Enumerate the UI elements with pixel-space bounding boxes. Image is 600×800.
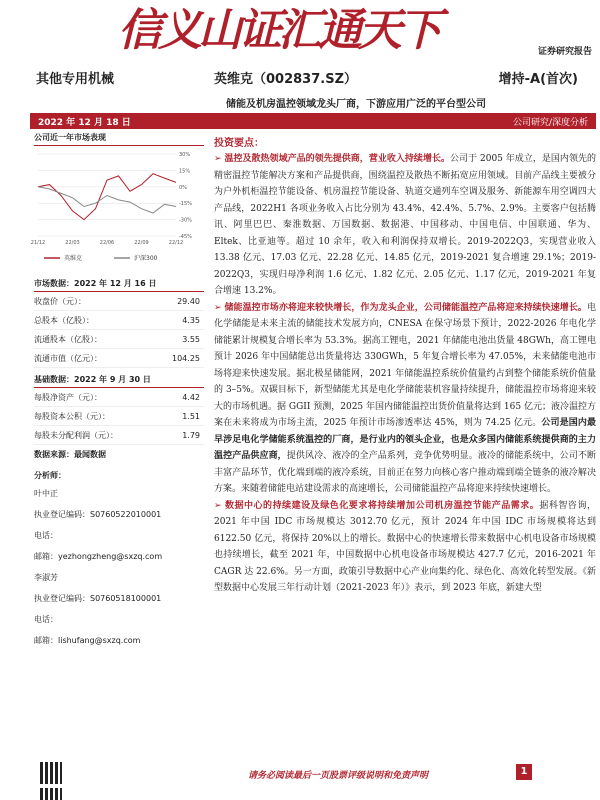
qr-code-icon [40, 788, 62, 800]
performance-title: 公司近一年市场表现 [34, 130, 204, 146]
header-banner [0, 0, 600, 57]
y-tick-label: 0% [179, 184, 187, 191]
sidebar [30, 130, 204, 651]
report-type: 证券研究报告 [537, 47, 592, 57]
stock-name: 英维克（002837.SZ） [214, 72, 358, 87]
data-key: 收盘价（元）： [34, 296, 86, 306]
y-tick-label: 15% [179, 168, 191, 175]
data-row [34, 311, 204, 330]
analyst-name: 叶中正 [34, 489, 58, 498]
y-tick-label: -30% [179, 217, 192, 224]
basic-data-title: 基础数据：2022 年 9 月 30 日 [34, 372, 204, 388]
performance-chart-svg [30, 148, 200, 270]
qr-code-icon [40, 762, 62, 784]
x-tick-label: 22/09 [134, 240, 149, 246]
paragraph-2-highlight: 储能温控市场亦将迎来较快增长，作为龙头企业，公司储能温控产品将迎来持续快速增长。 [224, 302, 587, 313]
data-row [34, 349, 204, 368]
data-value: 1.51 [182, 411, 200, 421]
report-date: 2022 年 12 月 18 日 [38, 118, 131, 128]
data-row [34, 330, 204, 349]
paragraph-1 [214, 151, 596, 300]
x-tick-label: 22/03 [65, 240, 80, 246]
data-key: 流通股本（亿股）： [34, 334, 102, 344]
analyst-tel: 电话： [34, 615, 58, 624]
analyst-name: 李淑芳 [34, 573, 58, 582]
disclaimer-notice: 请务必阅读最后一页股票评级说明和免责声明 [248, 771, 429, 781]
series-line-index [38, 187, 176, 213]
paragraph-1-body: 公司于 2005 年成立，是国内领先的精密温控节能解决方案和产品提供商，围绕温控及散热不断拓宽应用领域。目前产品线主要被分为户外机柜温控节能设备、机房温控节能设备、轨道交通列车空调及服务、新能源车用空调四大产品线，2022H1 各项业务收入占比分别为 43.4%、42.4%、5.7%、2.9%。主要客户包括腾讯、阿里巴巴、秦淮数据、万国数据、数据港、中国移动、中国电信、中国联通、华为、Eltek、比亚迪等。超过 10 余年，收入和利润保持双增长。2019-2022Q3，实现营业收入 13.38 亿元、17.03 亿元、22.28 亿元、14.85 亿元，2019-2021 复合增速 29.1%；2019-2022Q3，实现归母净利润 1.6 亿元、1.82 亿元、2.05 亿元、1.17 亿元，2019-2021 年复合增速 13.2%。 [214, 154, 596, 296]
analyst-tel: 电话： [34, 531, 58, 540]
analyst-email[interactable]: 邮箱：lishufang@sxzq.com [34, 636, 141, 645]
data-value: 4.35 [182, 315, 200, 325]
data-value: 1.79 [182, 430, 200, 440]
series-line-company [38, 174, 176, 220]
data-row [34, 407, 204, 426]
legend-label: 英维克 [64, 255, 83, 262]
data-source: 数据来源：最闻数据 [34, 450, 106, 459]
performance-chart [30, 148, 200, 270]
data-key: 总股本（亿股）： [34, 315, 94, 325]
date-bar [30, 113, 596, 129]
y-tick-label: -15% [179, 201, 192, 208]
analyst-email[interactable]: 邮箱：yezhongzheng@sxzq.com [34, 552, 163, 561]
bullet-arrow-icon: ➢ [214, 154, 225, 164]
data-value: 4.42 [182, 392, 200, 402]
title-row [0, 66, 600, 90]
footer [0, 754, 600, 800]
data-row [34, 292, 204, 311]
legend-label: 沪深300 [134, 255, 158, 262]
report-kind: 公司研究/深度分析 [512, 118, 588, 128]
paragraph-2-bold: 公司是国内最早涉足电化学储能系统温控的厂商，是行业内的领头企业，也是众多国内储能系统提供商的主力温控产品供应商， [214, 418, 596, 461]
analyst-cert: 执业登记编码：S0760522010001 [34, 510, 162, 519]
data-value: 29.40 [177, 296, 200, 306]
paragraph-2-body-b: 提供风冷、液冷的全产品系列，竞争优势明显。液冷的储能系统中，公司不断丰富产品环节，优化端到端的液冷系统，目前正在努力向核心客户推动端到端全链条的液冷解决方案。来随着储能电站建设需求的高速增长，公司储能温控产品将迎来持续快速增长。 [214, 451, 596, 494]
y-tick-label: -45% [179, 234, 192, 240]
paragraph-2-body-a: 电化学储能是未来主流的储能技术发展方向，CNESA 在保守场景下预计，2022-2026 年电化学储能累计规模复合增长率为 53.3%。据高工锂电，2021 年储能电池出货量 48GWh，高工锂电预计 2026 年中国储能总出货量将达 330GWh，5 年复合增长率为 47.05%，未来储能电池市场将迎来快速发展。据北极星储能网，2021 年储能温控系统价值量约占到整个储能系统价值量的 3–5%。双碳目标下，新型储能尤其是电化学储能装机容量持续提升，储能温控市场将迎来较大的市场机遇。据 GGII 预测，2025 年国内储能温控出货价值量将达到 165 亿元；液冷温控方案在未来将成为市场主流，2025 年预计市场渗透率达 45%，则为 74.25 亿元。 [214, 302, 596, 428]
paragraph-3 [214, 498, 596, 597]
x-tick-label: 22/12 [168, 240, 184, 246]
analyst-cert: 执业登记编码：S0760518100001 [34, 594, 162, 603]
company-slogan: 信义山证汇通天下 [118, 5, 438, 56]
data-row [34, 426, 204, 445]
basic-data-list [34, 388, 204, 445]
paragraph-2 [214, 300, 596, 498]
report-subtitle: 储能及机房温控领域龙头厂商，下游应用广泛的平台型公司 [226, 99, 486, 110]
data-value: 104.25 [172, 353, 200, 363]
data-key: 每股未分配利润（元）： [34, 430, 118, 440]
data-key: 每股净资产（元）： [34, 392, 102, 402]
market-data-title: 市场数据：2022 年 12 月 16 日 [34, 276, 204, 292]
x-tick-label: 22/06 [99, 240, 115, 246]
analyst-block [34, 483, 204, 651]
data-row [34, 388, 204, 407]
data-value: 3.55 [182, 334, 200, 344]
data-key: 流通市值（亿元）： [34, 353, 102, 363]
page-number: 1 [516, 764, 532, 780]
paragraph-1-highlight: 温控及散热领域产品的领先提供商，营业收入持续增长。 [224, 154, 451, 164]
data-key: 每股资本公积（元）： [34, 411, 110, 421]
paragraph-3-highlight: 数据中心的持续建设及绿色化要求将持续增加公司机房温控节能产品需求。 [224, 500, 540, 511]
bullet-arrow-icon: ➢ [214, 500, 225, 511]
analyst-title: 分析师： [34, 471, 66, 480]
main-content [214, 134, 596, 597]
rating-label: 增持-A(首次) [498, 72, 578, 87]
paragraph-3-body: 据科智咨询，2021 年中国 IDC 市场规模达 3012.70 亿元，预计 2024 年中国 IDC 市场规模将达到 6122.50 亿元，将保持 20%以上的增长。数据中心的快速增长带来数据中心机电设备市场规模也持续增长，截至 2021 年，中国数据中心机电设备市场规模达 427.7 亿元，2016-2021 年 CAGR 达 22.6%。另一方面，政策引导数据中心产业向集约化、绿色化、高效化转型发展。《新型数据中心发展三年行动计划（2021-2023 年）》表示，到 2023 年底，新建大型 [214, 500, 596, 593]
industry-label: 其他专用机械 [36, 72, 115, 87]
y-tick-label: 30% [179, 152, 191, 158]
market-data-list [34, 292, 204, 368]
bullet-arrow-icon: ➢ [214, 302, 225, 313]
investment-heading: 投资要点： [214, 138, 264, 149]
x-tick-label: 21/12 [30, 240, 46, 246]
